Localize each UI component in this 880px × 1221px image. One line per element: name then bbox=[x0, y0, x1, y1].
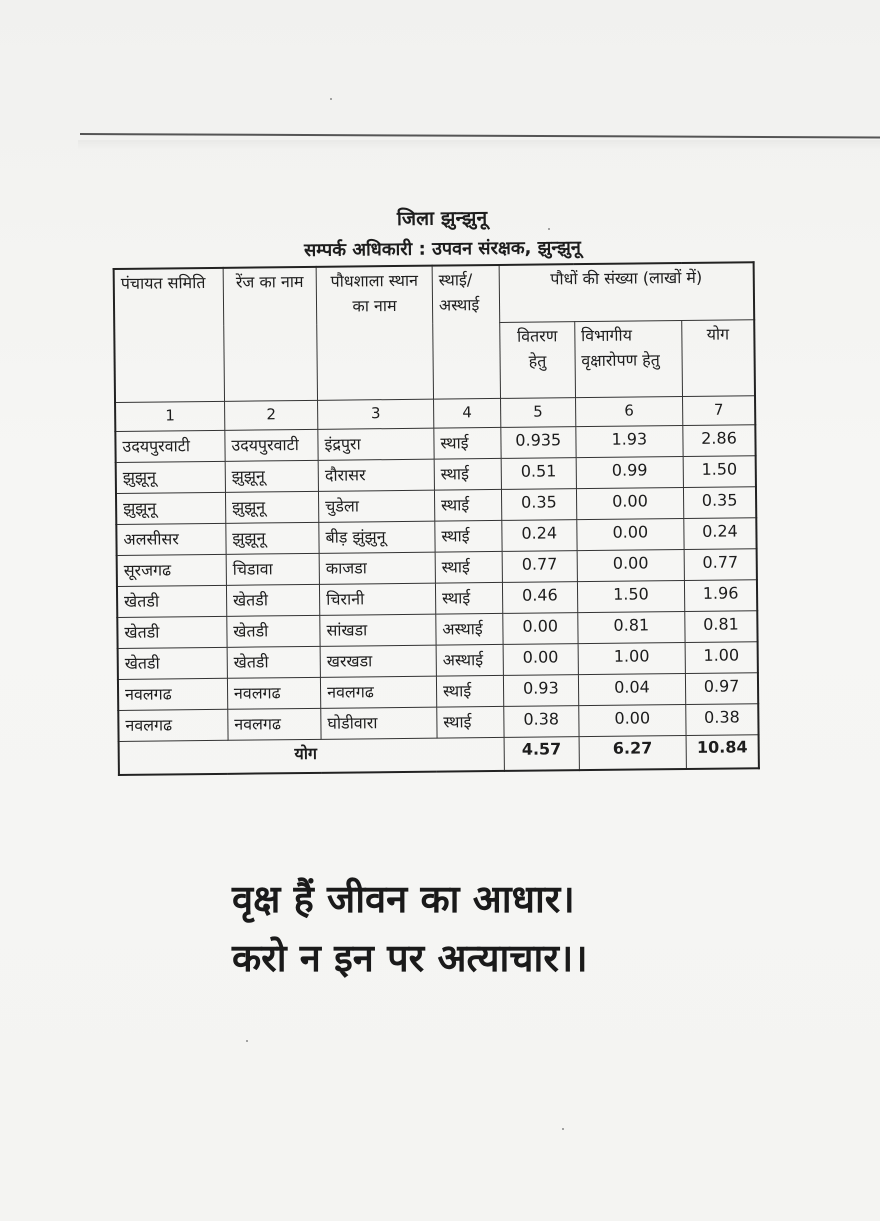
cell-departmental: 0.04 bbox=[578, 674, 686, 706]
cell-distribution: 0.93 bbox=[503, 675, 578, 707]
cell-type: अस्थाई bbox=[436, 613, 503, 645]
cell-type: स्थाई bbox=[437, 706, 504, 738]
scan-speck bbox=[330, 98, 332, 100]
cell-range: झुझूनू bbox=[225, 460, 318, 492]
cell-sum: 0.35 bbox=[684, 487, 757, 519]
page-fold-shadow bbox=[78, 140, 880, 150]
cell-panchayat: उदयपुरवाटी bbox=[115, 430, 225, 462]
cell-nursery: इंद्रपुरा bbox=[318, 428, 434, 460]
cell-type: स्थाई bbox=[435, 582, 502, 614]
cell-departmental: 1.50 bbox=[577, 581, 685, 613]
cell-panchayat: खेतडी bbox=[117, 585, 227, 617]
cell-panchayat: नवलगढ bbox=[118, 709, 228, 741]
column-number: 1 bbox=[115, 401, 225, 431]
cell-nursery: नवलगढ bbox=[321, 676, 437, 708]
cell-panchayat: अलसीसर bbox=[116, 523, 226, 555]
cell-panchayat: झुझूनू bbox=[116, 461, 226, 493]
cell-distribution: 0.00 bbox=[503, 644, 578, 676]
scan-speck bbox=[548, 228, 550, 230]
header-panchayat: पंचायत समिति bbox=[114, 268, 225, 403]
cell-sum: 1.96 bbox=[685, 580, 758, 612]
header-departmental: विभागीय वृक्षारोपण हेतु bbox=[574, 321, 682, 398]
top-rule-line bbox=[80, 133, 880, 138]
cell-nursery: घोडीवारा bbox=[321, 707, 437, 739]
scan-speck bbox=[246, 1040, 248, 1042]
cell-range: झुझूनू bbox=[225, 491, 318, 523]
cell-type: स्थाई bbox=[435, 520, 502, 552]
column-number: 7 bbox=[683, 396, 756, 426]
cell-type: स्थाई bbox=[434, 427, 501, 459]
cell-nursery: खरखडा bbox=[320, 645, 436, 677]
cell-sum: 0.24 bbox=[684, 518, 757, 550]
cell-panchayat: खेतडी bbox=[117, 616, 227, 648]
total-sum: 10.84 bbox=[686, 735, 759, 769]
cell-distribution: 0.77 bbox=[502, 551, 577, 583]
cell-type: अस्थाई bbox=[436, 644, 503, 676]
cell-range: खेतडी bbox=[226, 584, 319, 616]
cell-range: झुझूनू bbox=[226, 522, 319, 554]
scan-speck bbox=[562, 1128, 564, 1130]
total-distribution: 4.57 bbox=[504, 737, 579, 771]
cell-sum: 1.00 bbox=[685, 642, 758, 674]
cell-panchayat: सूरजगढ bbox=[117, 554, 227, 586]
cell-distribution: 0.46 bbox=[502, 582, 577, 614]
cell-distribution: 0.00 bbox=[503, 613, 578, 645]
header-range: रेंज का नाम bbox=[223, 267, 318, 401]
cell-type: स्थाई bbox=[435, 551, 502, 583]
cell-nursery: काजडा bbox=[319, 552, 435, 584]
total-row bbox=[119, 735, 759, 775]
nursery-table bbox=[113, 261, 760, 776]
column-number: 6 bbox=[575, 397, 683, 427]
total-departmental: 6.27 bbox=[579, 736, 687, 771]
cell-distribution: 0.38 bbox=[504, 706, 579, 738]
cell-departmental: 0.00 bbox=[576, 519, 684, 551]
cell-departmental: 0.00 bbox=[578, 705, 686, 737]
slogan bbox=[232, 870, 588, 988]
cell-panchayat: खेतडी bbox=[118, 647, 228, 679]
cell-sum: 2.86 bbox=[683, 425, 756, 457]
cell-range: नवलगढ bbox=[228, 708, 321, 740]
slogan-line-2: करो न इन पर अत्याचार।। bbox=[232, 935, 588, 980]
total-label: योग bbox=[119, 737, 505, 775]
header-plants-group: पौधों की संख्या (लाखों में) bbox=[499, 262, 754, 322]
column-number: 3 bbox=[318, 399, 434, 429]
cell-sum: 0.97 bbox=[686, 673, 759, 705]
cell-type: स्थाई bbox=[434, 458, 501, 490]
column-number: 5 bbox=[500, 398, 575, 428]
cell-nursery: सांखडा bbox=[320, 614, 436, 646]
cell-sum: 0.38 bbox=[686, 704, 759, 736]
cell-departmental: 0.00 bbox=[576, 488, 684, 520]
contact-officer-line: सम्पर्क अधिकारी : उपवन संरक्षक, झुन्झुनू bbox=[303, 237, 581, 261]
header-sum: योग bbox=[682, 320, 755, 397]
cell-departmental: 0.99 bbox=[576, 457, 684, 489]
header-distribution: वितरण हेतु bbox=[500, 322, 576, 399]
cell-panchayat: नवलगढ bbox=[118, 678, 228, 710]
table-body bbox=[115, 396, 759, 742]
cell-departmental: 1.93 bbox=[576, 426, 684, 458]
cell-range: खेतडी bbox=[227, 615, 320, 647]
slogan-line-1: वृक्ष हैं जीवन का आधार। bbox=[232, 877, 575, 921]
cell-nursery: बीड़ झुंझुनू bbox=[319, 521, 435, 553]
header-type: स्थाई/ अस्थाई bbox=[432, 265, 500, 399]
cell-type: स्थाई bbox=[434, 489, 501, 521]
cell-range: खेतडी bbox=[227, 646, 320, 678]
cell-nursery: दौरासर bbox=[318, 459, 434, 491]
cell-distribution: 0.35 bbox=[501, 489, 576, 521]
cell-panchayat: झुझूनू bbox=[116, 492, 226, 524]
cell-departmental: 0.00 bbox=[577, 550, 685, 582]
district-title: जिला झुन्झुनू bbox=[396, 207, 488, 231]
cell-distribution: 0.935 bbox=[501, 427, 576, 459]
document-block bbox=[112, 201, 778, 776]
cell-departmental: 0.81 bbox=[577, 612, 685, 644]
cell-sum: 0.81 bbox=[685, 611, 758, 643]
cell-range: नवलगढ bbox=[227, 677, 320, 709]
cell-sum: 1.50 bbox=[683, 456, 756, 488]
cell-nursery: चिरानी bbox=[320, 583, 436, 615]
header-nursery: पौधशाला स्थान का नाम bbox=[316, 266, 433, 401]
cell-sum: 0.77 bbox=[684, 549, 757, 581]
column-number: 2 bbox=[224, 400, 317, 430]
cell-nursery: चुडेला bbox=[319, 490, 435, 522]
cell-distribution: 0.24 bbox=[502, 520, 577, 552]
column-number: 4 bbox=[433, 398, 500, 428]
cell-range: उदयपुरवाटी bbox=[225, 429, 318, 461]
cell-range: चिडावा bbox=[226, 553, 319, 585]
cell-type: स्थाई bbox=[436, 675, 503, 707]
cell-departmental: 1.00 bbox=[578, 643, 686, 675]
cell-distribution: 0.51 bbox=[501, 458, 576, 490]
